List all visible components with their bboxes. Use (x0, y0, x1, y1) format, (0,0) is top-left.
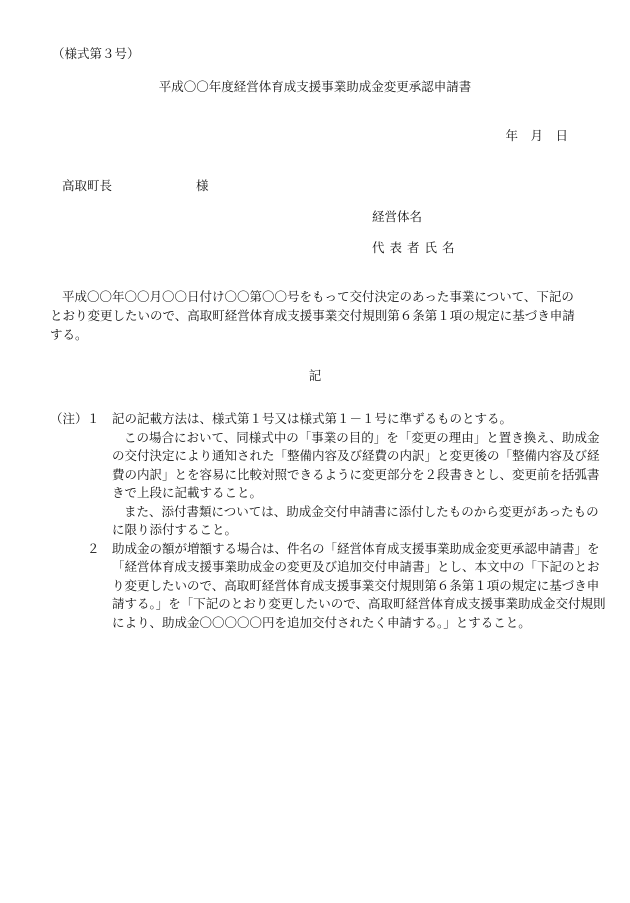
note-1-first-line: 記の記載方法は、様式第１号又は様式第１－１号に準ずるものとする。 (112, 411, 513, 426)
note-number-1: １ (87, 411, 100, 426)
note-2-text: 助成金の額が増額する場合は、件名の「経営体育成支援事業助成金変更承認申請書」を「経営体育成支援事業助成金の変更及び追加交付申請書」とし、本文中の「下記のとおり変更したいので、高取町経営体育成支援事業交付規則第６条第１項の規定に基づき申請する。」を「下記のとおり変更したいので、高取町経営体育成支援事業助成金交付規則により、助成金〇〇〇〇〇円を追加交付されたく申請する。」とすること。 (112, 540, 606, 630)
note-item-2 (87, 540, 610, 633)
applicant-name-label: 経営体名 (372, 209, 423, 224)
note-1-paragraph-3: また、添付書類については、助成金交付申請書に添付したものから変更があったものに限り添付すること。 (112, 503, 599, 537)
body-text: 平成〇〇年〇〇月〇〇日付け〇〇第〇〇号をもって交付決定のあった事業について、下記のとおり変更したいので、高取町経営体育成支援事業交付規則第６条第１項の規定に基づき申請する。 (50, 289, 575, 342)
document-title: 平成〇〇年度経営体育成支援事業助成金変更承認申請書 (158, 79, 472, 94)
note-number-2: ２ (87, 540, 100, 556)
honorific: 様 (196, 178, 209, 193)
representative-label: 代表者氏名 (372, 240, 460, 255)
addressee: 高取町長 (62, 178, 113, 193)
note-1-paragraph-2: この場合において、同様式中の「事業の目的」を「変更の理由」と置き換え、助成金の交付決定により通知された「整備内容及び経費の内訳」と変更後の「整備内容及び経費の内訳」とを容易に比較対照できるように変更部分を２段書きとし、変更前を括弧書きで上段に記載すること。 (112, 429, 600, 500)
notes-label: （注） (50, 411, 88, 426)
ki-heading: 記 (308, 368, 322, 383)
date-line: 年 月 日 (505, 128, 568, 143)
notes-section (50, 410, 610, 632)
note-item-1 (87, 410, 610, 540)
form-number: （様式第３号） (52, 46, 140, 61)
